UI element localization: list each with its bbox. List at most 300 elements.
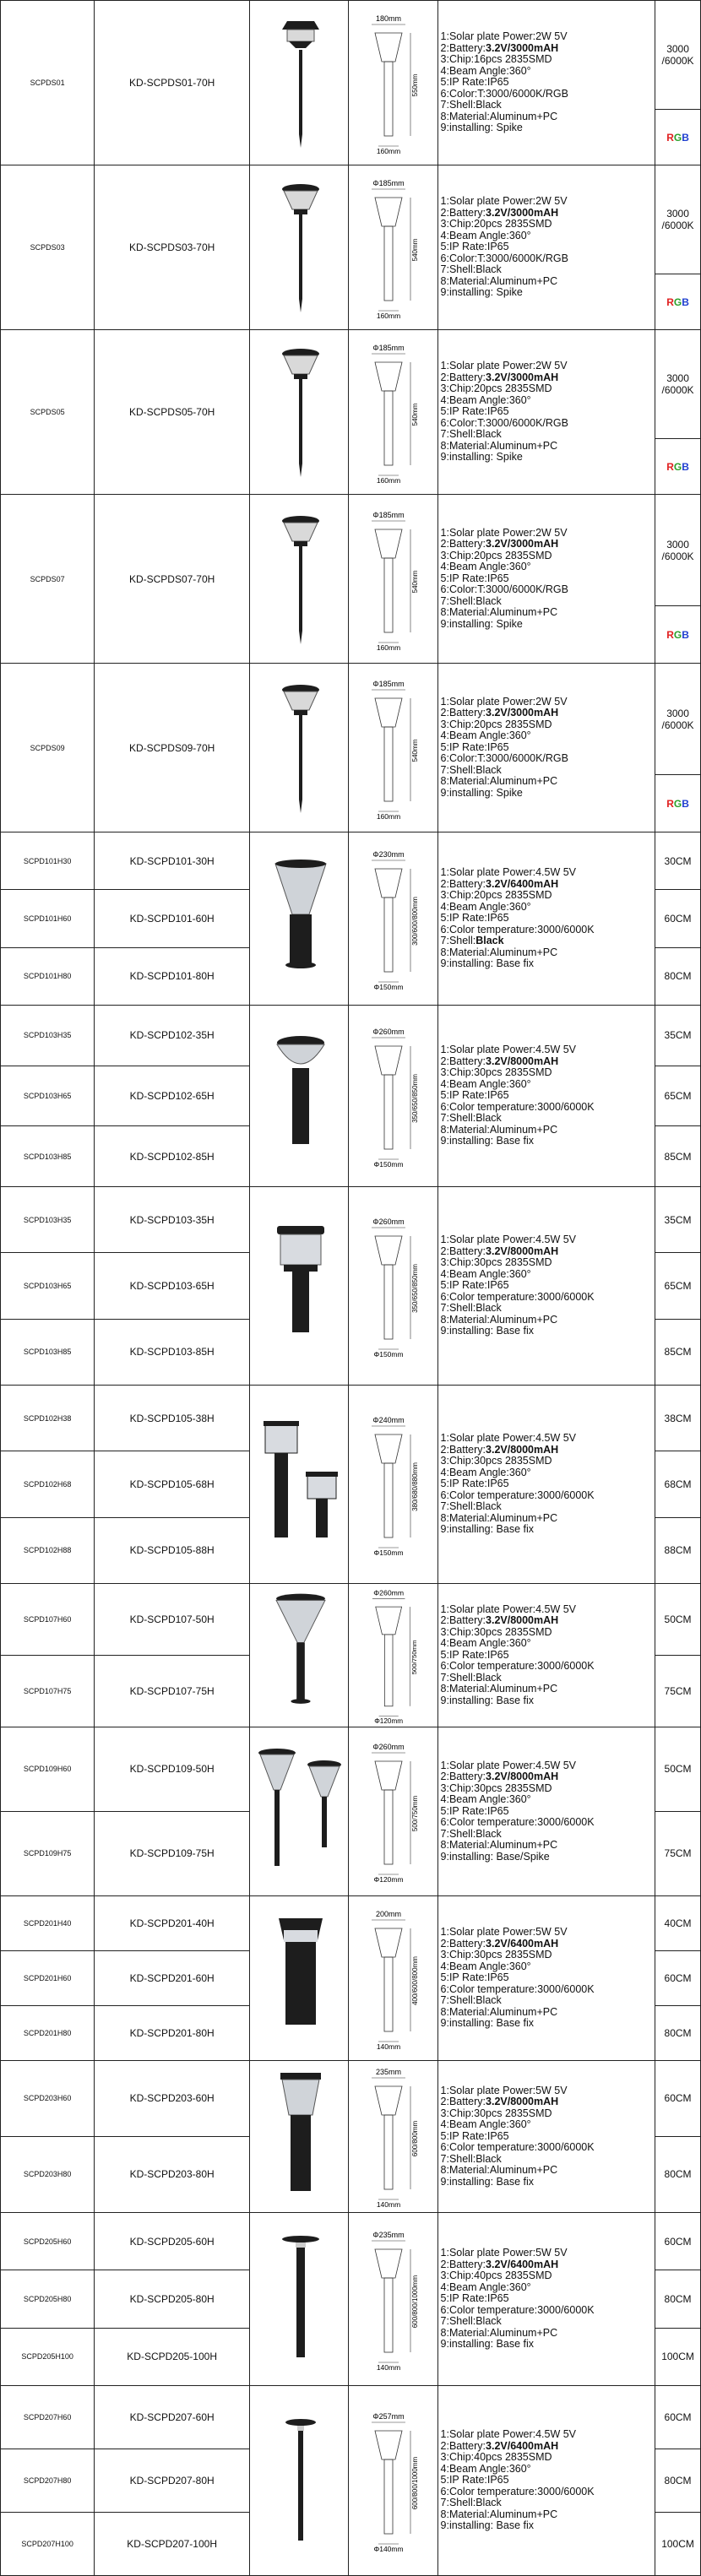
spec-text: 9:installing: Base fix — [440, 2338, 534, 2351]
variant-label: 60CM — [664, 2092, 692, 2105]
dimension-cell — [349, 1727, 437, 1895]
spec-line — [441, 619, 655, 631]
dim-height-label: 400/600/800mm — [411, 1956, 420, 2005]
spec-text: 5:IP Rate:IP65 — [440, 2474, 509, 2487]
model-number: KD-SCPD109-75H — [95, 1811, 250, 1895]
spec-text: 4:Beam Angle:360° — [440, 1637, 531, 1650]
bollard-pair-photo — [250, 1413, 349, 1556]
spec-line — [441, 219, 655, 230]
spec-line — [441, 1478, 655, 1490]
model-number: KD-SCPD207-100H — [95, 2512, 250, 2575]
spec-text: 8:Material:Aluminum+PC — [440, 110, 558, 122]
variant-cell — [655, 664, 701, 832]
dim-height-label: 540mm — [411, 403, 420, 426]
spec-text: 2:Battery: — [440, 1055, 486, 1067]
spec-text: 2:Battery: — [440, 41, 486, 54]
model-number: KD-SCPD103-85H — [95, 1319, 250, 1385]
spec-line — [441, 1303, 655, 1315]
variant-cell — [655, 1583, 701, 1655]
model-number: KD-SCPDS03-70H — [95, 165, 250, 330]
dim-height-label: 600/800/1000mm — [411, 2456, 420, 2510]
variant-cell — [655, 1, 701, 165]
spec-line — [441, 2441, 655, 2453]
model-number: KD-SCPD203-80H — [95, 2136, 250, 2212]
product-row — [1, 165, 701, 330]
spec-line — [441, 418, 655, 430]
product-row — [1, 2385, 701, 2449]
spec-text: 1:Solar plate Power:4.5W 5V — [440, 1234, 577, 1246]
rgb-g: G — [673, 131, 682, 144]
variant-label: 80CM — [664, 2168, 692, 2181]
dim-base-label: 160mm — [377, 811, 401, 820]
model-number: KD-SCPD101-80H — [95, 947, 250, 1005]
spec-text: 4:Beam Angle:360° — [440, 2462, 531, 2475]
variant-label: 100CM — [661, 2537, 694, 2550]
spec-line — [441, 1513, 655, 1525]
product-photo — [250, 1895, 349, 2060]
model-number: KD-SCPD203-60H — [95, 2060, 250, 2136]
spec-text: 8:Material:Aluminum+PC — [440, 2508, 558, 2520]
spec-line — [441, 1627, 655, 1639]
bollard-cone-photo — [250, 847, 349, 990]
spec-text: 6:Color temperature:3000/6000K — [440, 2485, 595, 2497]
spec-line — [441, 1326, 655, 1337]
spec-text: 1:Solar plate Power:2W 5V — [440, 360, 568, 372]
product-code: SCPD102H68 — [1, 1451, 95, 1517]
spec-line — [441, 372, 655, 384]
spec-line — [441, 2018, 655, 2030]
spec-line — [441, 1760, 655, 1772]
spec-text: 4:Beam Angle:360° — [440, 1267, 531, 1280]
spec-text: 9:installing: Base fix — [440, 1135, 534, 1147]
variant-subcell — [655, 274, 700, 329]
model-number: KD-SCPD101-30H — [95, 832, 250, 890]
variant-label: 75CM — [664, 1847, 692, 1860]
spec-line — [441, 1806, 655, 1818]
spec-text: 6:Color:T:3000/6000K/RGB — [440, 583, 568, 596]
variant-stack — [655, 664, 700, 832]
spec-line — [441, 1315, 655, 1326]
product-code: SCPD103H65 — [1, 1066, 95, 1126]
spec-line — [441, 1927, 655, 1939]
spec-text: 7:Shell:Black — [440, 594, 502, 607]
variant-cell — [655, 1811, 701, 1895]
dimension-drawing — [356, 1413, 429, 1556]
spec-line — [441, 66, 655, 78]
spike-lamp-round-photo — [250, 507, 349, 651]
spec-text: 2:Battery: — [440, 206, 486, 219]
spike-lamp-square-photo — [250, 11, 349, 155]
spec-line — [441, 584, 655, 596]
variant-label: 65CM — [664, 1089, 692, 1102]
spec-line — [441, 2293, 655, 2305]
spec-line — [441, 1673, 655, 1684]
spec-line — [441, 111, 655, 123]
variant-stack — [655, 330, 700, 494]
product-photo — [250, 1005, 349, 1186]
spec-line — [441, 395, 655, 407]
product-code: SCPD203H80 — [1, 2136, 95, 2212]
model-number: KD-SCPD201-60H — [95, 1950, 250, 2005]
variant-cell — [655, 2328, 701, 2385]
spec-line — [441, 361, 655, 372]
model-number: KD-SCPD103-35H — [95, 1186, 250, 1252]
spec-text: 7:Shell:Black — [440, 1500, 502, 1513]
spec-line — [441, 1490, 655, 1502]
spec-text: 9:installing: Base fix — [440, 957, 534, 970]
product-code: SCPD207H80 — [1, 2449, 95, 2512]
spec-text: 3:Chip:20pcs 2835SMD — [440, 718, 552, 730]
model-number: KD-SCPD207-60H — [95, 2385, 250, 2449]
dim-top-label: Φ230mm — [372, 849, 405, 859]
variant-label: 85CM — [664, 1346, 692, 1359]
dim-base-label: 140mm — [377, 2362, 401, 2371]
spec-text: 2:Battery: — [440, 877, 486, 890]
spec-text: 2:Battery: — [440, 2258, 486, 2270]
spec-line — [441, 528, 655, 540]
spec-text: 5:IP Rate:IP65 — [440, 2129, 509, 2142]
product-photo — [250, 2060, 349, 2212]
spec-text: 4:Beam Angle:360° — [440, 561, 531, 573]
spec-text: 5:IP Rate:IP65 — [440, 1648, 509, 1661]
dimension-cell — [349, 165, 437, 330]
spec-text: 5:IP Rate:IP65 — [440, 1804, 509, 1817]
spec-list — [437, 2212, 655, 2385]
spec-bold: Black — [475, 935, 504, 947]
spec-line — [441, 879, 655, 891]
spec-list — [437, 330, 655, 495]
product-row — [1, 1727, 701, 1811]
variant-cell — [655, 1005, 701, 1066]
dim-height-label: 300/600/800mm — [411, 897, 420, 946]
spec-bold: 3.2V/8000mAH — [486, 1055, 559, 1067]
spec-text: 5:IP Rate:IP65 — [440, 740, 509, 753]
spec-line — [441, 2520, 655, 2532]
spec-text: 7:Shell:Black — [440, 428, 502, 441]
spec-text: 4:Beam Angle:360° — [440, 1466, 531, 1478]
variant-cell — [655, 2512, 701, 2575]
spec-line — [441, 1995, 655, 2007]
product-photo — [250, 1583, 349, 1727]
product-photo — [250, 330, 349, 495]
spec-text: 3:Chip:30pcs 2835SMD — [440, 1455, 552, 1467]
spec-line — [441, 31, 655, 43]
spec-line — [441, 2452, 655, 2464]
dim-height-label: 600/800mm — [411, 2121, 420, 2157]
variant-cell — [655, 1517, 701, 1583]
dim-top-label: Φ260mm — [372, 1743, 405, 1752]
spec-line — [441, 1604, 655, 1616]
spec-text: 2:Battery: — [440, 1614, 486, 1627]
product-code: SCPD103H85 — [1, 1126, 95, 1187]
spec-text: 2:Battery: — [440, 1245, 486, 1257]
dim-base-label: Φ150mm — [373, 1349, 404, 1358]
variant-cell — [655, 1655, 701, 1727]
spec-text: 9:installing: Base fix — [440, 2017, 534, 2030]
spec-text: 8:Material:Aluminum+PC — [440, 946, 558, 958]
spec-text: 2:Battery: — [440, 707, 486, 719]
dim-top-label: 180mm — [376, 14, 402, 23]
variant-cell — [655, 832, 701, 890]
spec-text: 3:Chip:20pcs 2835SMD — [440, 549, 552, 561]
spec-line — [441, 2339, 655, 2351]
spec-line — [441, 208, 655, 220]
spec-line — [441, 2259, 655, 2271]
dimension-drawing — [356, 176, 429, 319]
variant-label: 88CM — [664, 1544, 692, 1557]
dim-top-label: Φ260mm — [372, 1027, 405, 1036]
spec-line — [441, 2142, 655, 2154]
spec-line — [441, 1067, 655, 1079]
variant-cell — [655, 1126, 701, 1187]
spec-line — [441, 2154, 655, 2166]
dim-height-label: 540mm — [411, 238, 420, 262]
spec-text: 9:installing: Base fix — [440, 2519, 534, 2532]
spec-text: 7:Shell:Black — [440, 2497, 502, 2509]
spec-line — [441, 2487, 655, 2498]
dimension-cell — [349, 1005, 437, 1186]
spec-text: 7:Shell:Black — [440, 99, 502, 111]
spec-line — [441, 2475, 655, 2487]
spec-text: 6:Color:T:3000/6000K/RGB — [440, 752, 568, 765]
spec-text: 5:IP Rate:IP65 — [440, 76, 509, 89]
variant-label: 30CM — [664, 854, 692, 867]
product-code: SCPD201H40 — [1, 1895, 95, 1950]
model-number: KD-SCPDS07-70H — [95, 495, 250, 664]
dimension-cell — [349, 2060, 437, 2212]
spec-bold: 3.2V/6400mAH — [486, 1937, 559, 1950]
spec-line — [441, 935, 655, 947]
spec-list — [437, 2060, 655, 2212]
spec-line — [441, 776, 655, 788]
bollard-bowl-photo — [250, 1024, 349, 1168]
spec-line — [441, 2165, 655, 2177]
spec-text: 1:Solar plate Power:4.5W 5V — [440, 2428, 577, 2441]
spec-text: 1:Solar plate Power:4.5W 5V — [440, 1044, 577, 1056]
spec-line — [441, 607, 655, 619]
spec-text: 3:Chip:30pcs 2835SMD — [440, 1949, 552, 1961]
spec-line — [441, 43, 655, 55]
dim-top-label: Φ260mm — [373, 1588, 405, 1597]
product-row — [1, 1895, 701, 1950]
rgb-b: B — [682, 296, 689, 308]
spec-text: 7:Shell: — [440, 935, 476, 947]
variant-cell — [655, 2270, 701, 2328]
spec-line — [441, 264, 655, 276]
spec-line — [441, 765, 655, 777]
variant-label: 3000 /6000K — [661, 707, 694, 731]
spec-text: 1:Solar plate Power:5W 5V — [440, 2084, 568, 2096]
model-number: KD-SCPD107-50H — [95, 1583, 250, 1655]
spec-line — [441, 2464, 655, 2476]
spike-lamp-round-photo — [250, 176, 349, 319]
spec-line — [441, 452, 655, 464]
spec-text: 6:Color temperature:3000/6000K — [440, 2141, 595, 2154]
product-photo — [250, 664, 349, 832]
spec-line — [441, 2316, 655, 2328]
spec-text: 6:Color temperature:3000/6000K — [440, 1982, 595, 1995]
product-row — [1, 495, 701, 664]
variant-subcell — [655, 606, 700, 663]
spec-line — [441, 1257, 655, 1269]
product-code: SCPD201H80 — [1, 2005, 95, 2060]
spec-list — [437, 2385, 655, 2575]
spike-lamp-round-photo — [250, 340, 349, 484]
product-photo — [250, 495, 349, 664]
dimension-drawing — [356, 340, 429, 484]
spec-line — [441, 1102, 655, 1114]
spec-text: 2:Battery: — [440, 371, 486, 383]
product-code: SCPDS01 — [1, 1, 95, 165]
spec-line — [441, 1840, 655, 1852]
variant-label: 3000 /6000K — [661, 208, 694, 232]
spec-text: 3:Chip:30pcs 2835SMD — [440, 1782, 552, 1794]
variant-label: 68CM — [664, 1478, 692, 1490]
bollard-funnel-photo — [250, 1586, 349, 1724]
bollard-drum-photo — [250, 1214, 349, 1358]
rgb-g: G — [673, 296, 682, 308]
spec-text: 4:Beam Angle:360° — [440, 1793, 531, 1806]
spec-text: 6:Color:T:3000/6000K/RGB — [440, 252, 568, 264]
spec-line — [441, 2007, 655, 2019]
dim-base-label: 140mm — [377, 2200, 401, 2209]
spec-text: 2:Battery: — [440, 538, 486, 550]
spec-text: 7:Shell:Black — [440, 2152, 502, 2165]
spec-line — [441, 1246, 655, 1258]
spec-line — [441, 196, 655, 208]
spec-text: 8:Material:Aluminum+PC — [440, 2005, 558, 2018]
product-row — [1, 2060, 701, 2136]
spec-text: 9:installing: Spike — [440, 786, 523, 799]
catalog-body — [1, 1, 701, 2576]
rgb-r: R — [666, 797, 674, 810]
product-code: SCPD103H35 — [1, 1005, 95, 1066]
model-number: KD-SCPD102-35H — [95, 1005, 250, 1066]
spec-line — [441, 1456, 655, 1467]
spec-line — [441, 1524, 655, 1536]
dimension-drawing — [356, 1024, 429, 1168]
spec-line — [441, 241, 655, 253]
spec-list — [437, 1186, 655, 1385]
spec-line — [441, 1280, 655, 1292]
spec-text: 5:IP Rate:IP65 — [440, 1971, 509, 1984]
rgb-b: B — [682, 131, 689, 144]
spec-text: 3:Chip:40pcs 2835SMD — [440, 2451, 552, 2464]
spec-bold: 3.2V/8000mAH — [486, 1614, 559, 1627]
bollard-square-photo — [250, 1906, 349, 2050]
variant-label: 75CM — [664, 1684, 692, 1697]
spec-line — [441, 1939, 655, 1950]
spec-text: 8:Material:Aluminum+PC — [440, 606, 558, 619]
spec-text: 2:Battery: — [440, 2096, 486, 2108]
variant-subcell — [655, 664, 700, 775]
variant-cell — [655, 165, 701, 330]
spec-line — [441, 429, 655, 441]
rgb-g: G — [673, 797, 682, 810]
dimension-cell — [349, 2385, 437, 2575]
spec-line — [441, 550, 655, 562]
rgb-g: G — [673, 628, 682, 641]
spec-line — [441, 1269, 655, 1281]
spec-line — [441, 2328, 655, 2340]
dim-height-label: 350/650/850mm — [411, 1264, 420, 1313]
spec-text: 8:Material:Aluminum+PC — [440, 2164, 558, 2177]
variant-cell — [655, 1451, 701, 1517]
spec-line — [441, 2429, 655, 2441]
variant-subcell — [655, 439, 700, 494]
spec-bold: 3.2V/6400mAH — [486, 2258, 559, 2270]
spec-text: 6:Color temperature:3000/6000K — [440, 1816, 595, 1829]
spec-line — [441, 1794, 655, 1806]
spec-text: 6:Color temperature:3000/6000K — [440, 1660, 595, 1673]
spec-line — [441, 561, 655, 573]
spec-list — [437, 1385, 655, 1583]
variant-subcell — [655, 775, 700, 832]
dim-height-label: 550mm — [411, 73, 420, 97]
spec-list — [437, 165, 655, 330]
model-number: KD-SCPD205-100H — [95, 2328, 250, 2385]
rgb-b: B — [682, 460, 689, 473]
product-code: SCPD103H85 — [1, 1319, 95, 1385]
rgb-b: B — [682, 628, 689, 641]
spec-line — [441, 947, 655, 959]
product-photo — [250, 1, 349, 165]
spec-line — [441, 89, 655, 100]
spec-text: 1:Solar plate Power:4.5W 5V — [440, 1603, 577, 1615]
spec-line — [441, 1972, 655, 1984]
variant-subcell — [655, 110, 700, 165]
spec-list — [437, 664, 655, 832]
spec-text: 4:Beam Angle:360° — [440, 64, 531, 77]
variant-subcell — [655, 165, 700, 274]
spec-text: 1:Solar plate Power:2W 5V — [440, 30, 568, 43]
spec-text: 8:Material:Aluminum+PC — [440, 775, 558, 788]
spec-text: 9:installing: Spike — [440, 122, 523, 134]
product-code: SCPD101H60 — [1, 890, 95, 947]
variant-label: 60CM — [664, 1971, 692, 1984]
product-code: SCPD103H65 — [1, 1253, 95, 1319]
variant-label: 60CM — [664, 912, 692, 925]
dimension-drawing — [356, 847, 429, 990]
variant-cell — [655, 890, 701, 947]
spec-line — [441, 1829, 655, 1841]
product-photo — [250, 2212, 349, 2385]
spec-text: 7:Shell:Black — [440, 1827, 502, 1840]
spec-line — [441, 902, 655, 914]
dimension-drawing — [356, 11, 429, 155]
product-row — [1, 2212, 701, 2270]
spec-line — [441, 77, 655, 89]
spec-text: 1:Solar plate Power:4.5W 5V — [440, 866, 577, 879]
dim-base-label: Φ120mm — [374, 1717, 404, 1725]
spec-text: 6:Color temperature:3000/6000K — [440, 1489, 595, 1501]
spec-bold: 3.2V/8000mAH — [486, 1245, 559, 1257]
spec-text: 6:Color temperature:3000/6000K — [440, 1290, 595, 1303]
dimension-drawing — [356, 1906, 429, 2050]
variant-cell — [655, 1319, 701, 1385]
spec-line — [441, 287, 655, 299]
spec-text: 2:Battery: — [440, 1443, 486, 1456]
model-number: KD-SCPD205-80H — [95, 2270, 250, 2328]
spec-line — [441, 1650, 655, 1662]
spec-line — [441, 230, 655, 242]
product-row — [1, 1186, 701, 1252]
spec-text: 9:installing: Base fix — [440, 2175, 534, 2188]
spec-text: 8:Material:Aluminum+PC — [440, 1123, 558, 1136]
variant-label: 3000 /6000K — [661, 372, 694, 397]
spec-text: 8:Material:Aluminum+PC — [440, 274, 558, 287]
spec-text: 3:Chip:30pcs 2835SMD — [440, 1625, 552, 1638]
